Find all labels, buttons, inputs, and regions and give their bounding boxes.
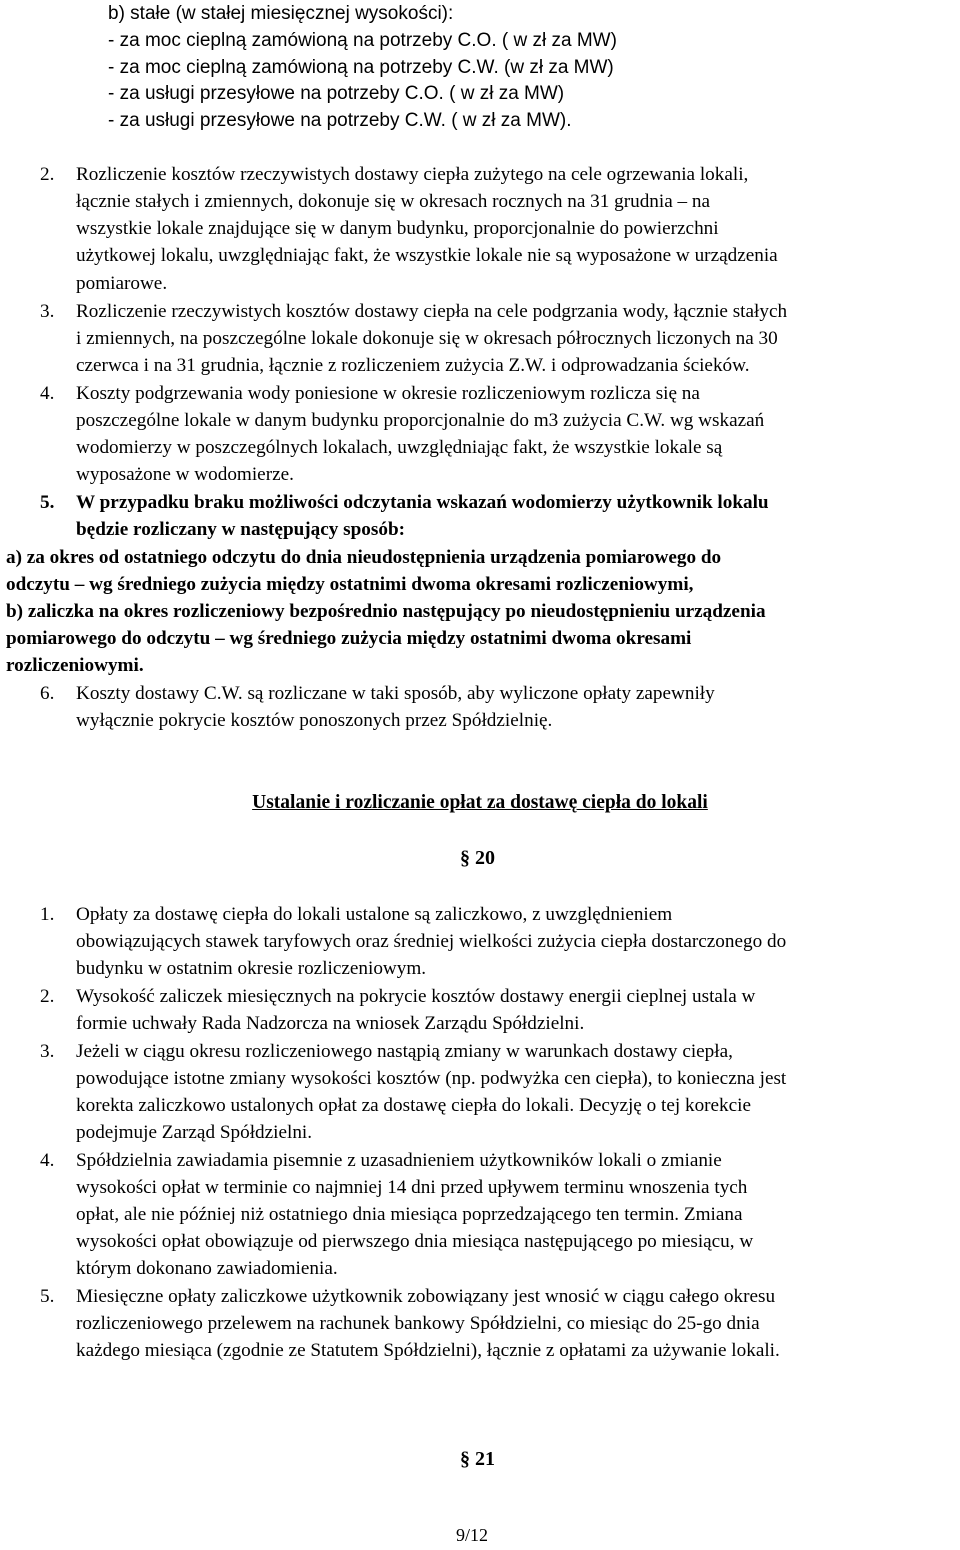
item-text-line: Rozliczenie kosztów rzeczywistych dostawy ciepła zużytego na cele ogrzewania lokali, xyxy=(76,164,749,185)
item-text-line: którym dokonano zawiadomienia. xyxy=(76,1258,338,1279)
item-text-line: wszystkie lokale znajdujące się w danym budynku, proporcjonalnie do powierzchni xyxy=(76,218,719,239)
item-text-line: budynku w ostatnim okresie rozliczeniowym. xyxy=(76,958,427,979)
item-text-line: czerwca i na 31 grudnia, łącznie z rozliczeniem zużycia Z.W. i odprowadzania ścieków. xyxy=(76,355,750,376)
item-text-line: użytkowej lokalu, uwzględniając fakt, że wszystkie lokale nie są wyposażone w urządzenia xyxy=(76,245,778,266)
tariff-item: - za moc cieplną zamówioną na potrzeby C.W. (w zł za MW) xyxy=(108,57,614,78)
item-text-line: powodujące istotne zmiany wysokości kosztów (np. podwyżka cen ciepła), to konieczna jest xyxy=(76,1068,787,1089)
item-text-line: Wysokość zaliczek miesięcznych na pokrycie kosztów dostawy energii cieplnej ustala w xyxy=(76,986,756,1007)
bold-block-line: b) zaliczka na okres rozliczeniowy bezpośrednio następujący po nieudostępnieniu urządzenia xyxy=(6,601,766,622)
item-text-line: każdego miesiąca (zgodnie ze Statutem Spółdzielni), łącznie z opłatami za używanie lokali. xyxy=(76,1340,780,1361)
bold-block-line: rozliczeniowymi. xyxy=(6,655,144,676)
bold-block-line: a) za okres od ostatniego odczytu do dnia nieudostępnienia urządzenia pomiarowego do xyxy=(6,547,722,568)
item-text-line: wyłącznie pokrycie kosztów ponoszonych przez Spółdzielnię. xyxy=(76,710,553,731)
item-text-line: Miesięczne opłaty zaliczkowe użytkownik zobowiązany jest wnosić w ciągu całego okresu xyxy=(76,1286,776,1307)
item-text-line: Opłaty za dostawę ciepła do lokali ustalone są zaliczkowo, z uwzględnieniem xyxy=(76,904,673,925)
item-text-line: łącznie stałych i zmiennych, dokonuje się w okresach rocznych na 31 grudnia – na xyxy=(76,191,711,212)
item-text-line: Koszty dostawy C.W. są rozliczane w taki sposób, aby wyliczone opłaty zapewniły xyxy=(76,683,715,704)
item-text-line: i zmiennych, na poszczególne lokale dokonuje się w okresach półrocznych liczonych na 30 xyxy=(76,328,778,349)
item-number: 5. xyxy=(40,1286,55,1307)
item-number: 6. xyxy=(40,683,55,704)
item-text-line: pomiarowe. xyxy=(76,273,168,294)
item-number: 3. xyxy=(40,1041,55,1062)
item-number: 4. xyxy=(40,383,55,404)
section-title: Ustalanie i rozliczanie opłat za dostawę ciepła do lokali xyxy=(252,792,708,813)
item-text-line: formie uchwały Rada Nadzorcza na wniosek Zarządu Spółdzielni. xyxy=(76,1013,585,1034)
paragraph-number: § 21 xyxy=(460,1448,495,1470)
tariff-item: - za moc cieplną zamówioną na potrzeby C.O. ( w zł za MW) xyxy=(108,30,617,51)
item-text-line: wysokości opłat w terminie co najmniej 14 dni przed upływem terminu wnoszenia tych xyxy=(76,1177,748,1198)
tariff-item: - za usługi przesyłowe na potrzeby C.W. ( w zł za MW). xyxy=(108,110,572,131)
item-text-line: opłat, ale nie później niż ostatniego dnia miesiąca poprzedzającego ten termin. Zmiana xyxy=(76,1204,743,1225)
tariff-item: - za usługi przesyłowe na potrzeby C.O. ( w zł za MW) xyxy=(108,83,565,104)
bold-block-line: pomiarowego do odczytu – wg średniego zużycia między ostatnimi dwoma okresami xyxy=(6,628,692,649)
item-text-line: wysokości opłat obowiązuje od pierwszego dnia miesiąca następującego po miesiącu, w xyxy=(76,1231,754,1252)
item-number: 3. xyxy=(40,301,55,322)
tariff-heading: b) stałe (w stałej miesięcznej wysokości): xyxy=(108,3,454,24)
paragraph-number: § 20 xyxy=(460,847,495,869)
item-number: 4. xyxy=(40,1150,55,1171)
item-text-line: wyposażone w wodomierze. xyxy=(76,464,294,485)
item-number: 5. xyxy=(40,492,55,513)
item-number: 1. xyxy=(40,904,55,925)
item-text-line: będzie rozliczany w następujący sposób: xyxy=(76,519,406,540)
item-text-line: obowiązujących stawek taryfowych oraz średniej wielkości zużycia ciepła dostarczonego do xyxy=(76,931,787,952)
item-text-line: korekta zaliczkowo ustalonych opłat za dostawę ciepła do lokali. Decyzję o tej korekcie xyxy=(76,1095,752,1116)
item-text-line: wodomierzy w poszczególnych lokalach, uwzględniając fakt, że wszystkie lokale są xyxy=(76,437,723,458)
item-text-line: Spółdzielnia zawiadamia pisemnie z uzasadnieniem użytkowników lokali o zmianie xyxy=(76,1150,722,1171)
item-text-line: Rozliczenie rzeczywistych kosztów dostawy ciepła na cele podgrzania wody, łącznie stałych xyxy=(76,301,788,322)
item-text-line: Koszty podgrzewania wody poniesione w okresie rozliczeniowym rozlicza się na xyxy=(76,383,700,404)
item-number: 2. xyxy=(40,986,55,1007)
item-text-line: poszczególne lokale w danym budynku proporcjonalnie do m3 zużycia C.W. wg wskazań xyxy=(76,410,765,431)
item-text-line: podejmuje Zarząd Spółdzielni. xyxy=(76,1122,313,1143)
page-number: 9/12 xyxy=(456,1525,489,1545)
item-text-line: rozliczeniowego przelewem na rachunek bankowy Spółdzielni, co miesiąc do 25-go dnia xyxy=(76,1313,760,1334)
bold-block-line: odczytu – wg średniego zużycia między ostatnimi dwoma okresami rozliczeniowymi, xyxy=(6,574,694,595)
item-number: 2. xyxy=(40,164,55,185)
item-text-line: W przypadku braku możliwości odczytania wskazań wodomierzy użytkownik lokalu xyxy=(76,492,769,513)
item-text-line: Jeżeli w ciągu okresu rozliczeniowego nastąpią zmiany w warunkach dostawy ciepła, xyxy=(76,1041,733,1062)
